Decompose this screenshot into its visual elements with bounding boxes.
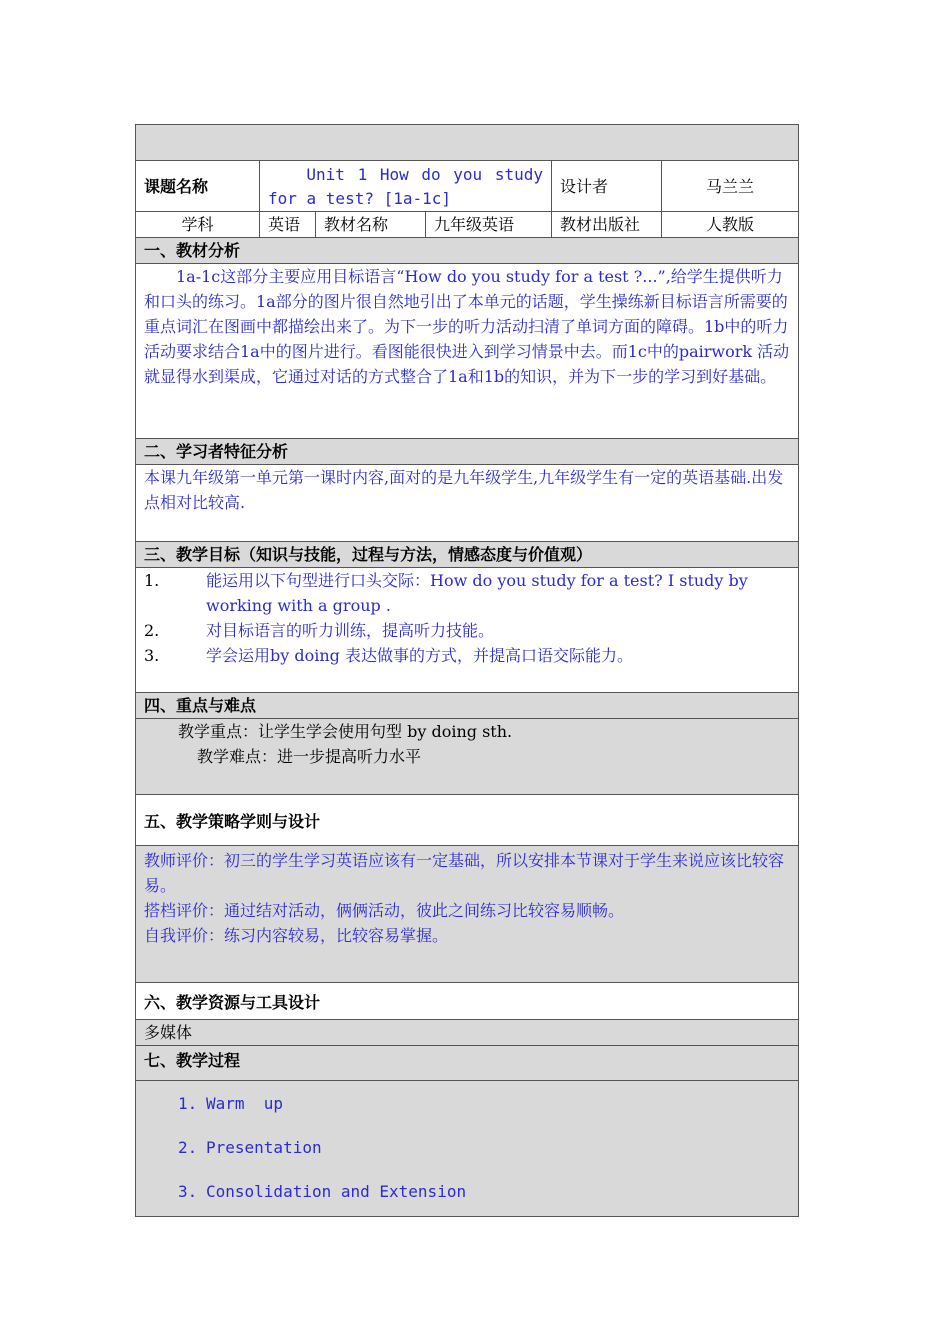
process-list xyxy=(144,1081,790,1213)
info-row xyxy=(136,212,799,238)
section-1-title: 一、教材分析 xyxy=(136,238,799,264)
section-3-body-row xyxy=(136,568,799,693)
course-title-value xyxy=(260,161,552,212)
top-blank-row xyxy=(136,125,799,161)
process-item xyxy=(178,1169,790,1213)
objectives-list xyxy=(144,568,790,668)
objective-text: 对目标语言的听力训练，提高听力技能。 xyxy=(206,621,495,640)
section-7-title: 七、教学过程 xyxy=(136,1046,799,1081)
publisher-value: 人教版 xyxy=(662,212,799,238)
process-number: 2. xyxy=(178,1137,198,1157)
objective-number: 3. xyxy=(144,646,160,665)
material-analysis-text: 1a-1c这部分主要应用目标语言“How do you study for a test ?...”,给学生提供听力和口头的练习。1a部分的图片很自然地引出了本单元的话题，学生操练新目标语言所需要的重点词汇在图画中都描绘出来了。为下一步的听力活动扫清了单词方面的障碍。1b中的听力活动要求结合1a中的图片进行。看图能很快进入到学习情景中去。而1c中的pairwork 活动就显得水到渠成，它通过对话的方式整合了1a和1b的知识，并为下一步的学习到好基础。 xyxy=(144,267,790,386)
process-text: Presentation xyxy=(206,1137,322,1157)
teacher-evaluation-text: 教师评价：初三的学生学习英语应该有一定基础，所以安排本节课对于学生来说应该比较容易。 xyxy=(144,851,785,895)
objective-number: 2. xyxy=(144,621,160,640)
process-number: 1. xyxy=(178,1093,198,1113)
process-item xyxy=(178,1081,790,1125)
section-4-title: 四、重点与难点 xyxy=(136,693,799,719)
process-item xyxy=(178,1125,790,1169)
designer-value: 马兰兰 xyxy=(662,161,799,212)
subject-value: 英语 xyxy=(260,212,316,238)
objective-text: 能运用以下句型进行口头交际：How do you study for a test? I study by working with a group . xyxy=(206,571,748,615)
learner-analysis-text: 本课九年级第一单元第一课时内容,面对的是九年级学生,九年级学生有一定的英语基础.出发点相对比较高. xyxy=(144,468,784,512)
course-title-text: Unit 1 How do you study for a test? [1a-1c] xyxy=(268,165,543,208)
lesson-plan-table xyxy=(135,124,799,1217)
difficult-point-text: 教学难点：进一步提高听力水平 xyxy=(197,747,422,766)
course-title-label: 课题名称 xyxy=(136,161,260,212)
section-2-body-row xyxy=(136,465,799,542)
objective-item xyxy=(144,618,790,643)
objective-item xyxy=(144,643,790,668)
key-point-text: 教学重点：让学生学会使用句型 by doing sth. xyxy=(178,722,513,741)
section-4-body-row xyxy=(136,719,799,795)
section-5-body-row xyxy=(136,846,799,983)
title-row xyxy=(136,161,799,212)
partner-evaluation-text: 搭档评价：通过结对活动，俩俩活动，彼此之间练习比较容易顺畅。 xyxy=(144,901,625,920)
process-number: 3. xyxy=(178,1181,198,1201)
section-3-header-row xyxy=(136,542,799,568)
section-5-title: 五、教学策略学则与设计 xyxy=(136,795,799,846)
designer-label: 设计者 xyxy=(552,161,662,212)
objective-number: 1. xyxy=(144,571,160,590)
section-3-title: 三、教学目标（知识与技能，过程与方法，情感态度与价值观） xyxy=(136,542,799,568)
objective-text: 学会运用by doing 表达做事的方式，并提高口语交际能力。 xyxy=(206,646,633,665)
section-1-body-row xyxy=(136,264,799,439)
section-2-header-row xyxy=(136,439,799,465)
section-6-body-row xyxy=(136,1020,799,1046)
section-7-body xyxy=(136,1081,799,1217)
section-6-title: 六、教学资源与工具设计 xyxy=(136,983,799,1020)
section-2-body xyxy=(136,465,799,542)
section-1-header-row xyxy=(136,238,799,264)
resources-text: 多媒体 xyxy=(136,1020,799,1046)
section-4-header-row xyxy=(136,693,799,719)
section-7-body-row xyxy=(136,1081,799,1217)
section-3-body xyxy=(136,568,799,693)
objective-item xyxy=(144,568,790,618)
textbook-value: 九年级英语 xyxy=(426,212,552,238)
lesson-plan-sheet xyxy=(135,124,798,1217)
textbook-label: 教材名称 xyxy=(316,212,426,238)
process-text: Consolidation and Extension xyxy=(206,1181,467,1201)
section-2-title: 二、学习者特征分析 xyxy=(136,439,799,465)
section-1-body xyxy=(136,264,799,439)
section-4-body xyxy=(136,719,799,795)
process-text: Warm up xyxy=(206,1093,284,1113)
top-blank-cell xyxy=(136,125,799,161)
publisher-label: 教材出版社 xyxy=(552,212,662,238)
subject-label: 学科 xyxy=(136,212,260,238)
section-5-body xyxy=(136,846,799,983)
section-6-header-row xyxy=(136,983,799,1020)
section-5-header-row xyxy=(136,795,799,846)
section-7-header-row xyxy=(136,1046,799,1081)
self-evaluation-text: 自我评价：练习内容较易，比较容易掌握。 xyxy=(144,926,449,945)
